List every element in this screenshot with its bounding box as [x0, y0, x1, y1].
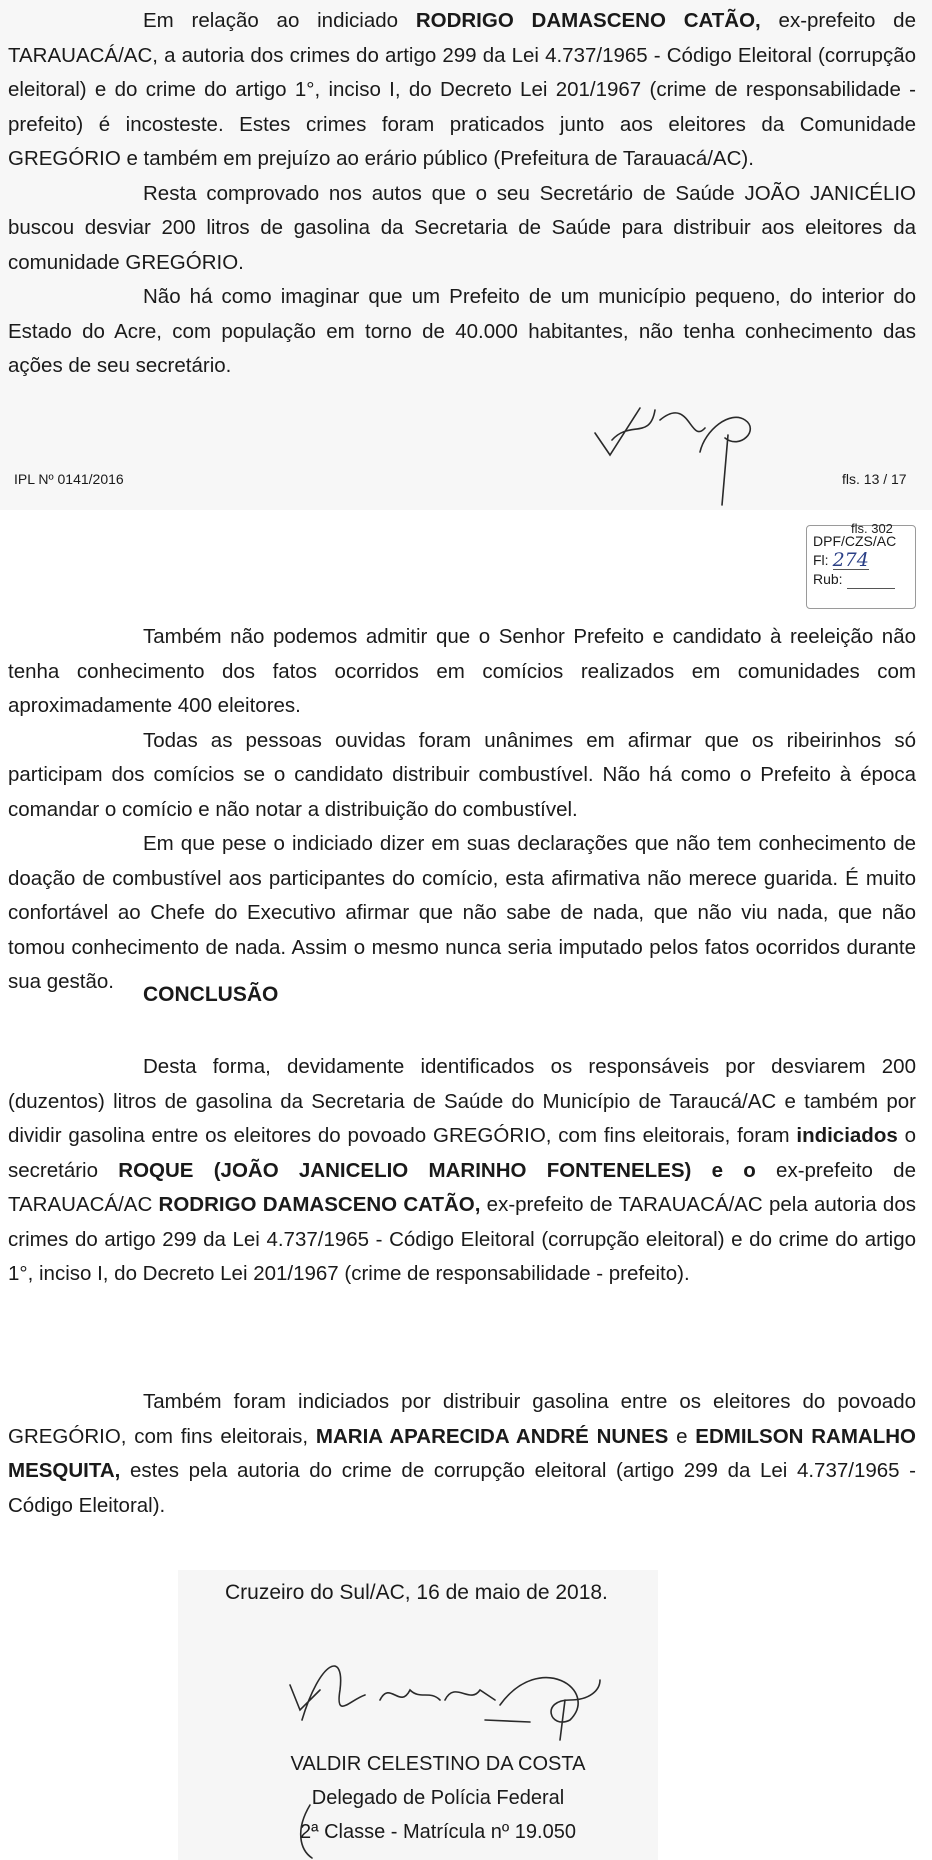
- paragraph-other-defendants: Também foram indiciados por distribuir gasolina entre os eleitores do povoado GREGÓRIO, com fins eleitorais, MARIA APARECIDA ANDRÉ NUNES e EDMILSON RAMALHO MESQUITA, estes pela autoria do crime de corrupção eleitoral (artigo 299 da Lei 4.737/1965 - Código Eleitoral).: [8, 1390, 917, 1517]
- paragraph-rodrigo: Em relação ao indiciado RODRIGO DAMASCENO CATÃO, ex-prefeito de TARAUACÁ/AC, a autoria dos crimes do artigo 299 da Lei 4.737/1965 - Código Eleitoral (corrupção eleitoral) e do crime do artigo 1°, inciso I, do Decreto Lei 201/1967 (crime de responsabilidade - prefeito) é incosteste. Estes crimes foram praticados junto aos eleitores da Comunidade GREGÓRIO e também em prejuízo ao erário público (Prefeitura de Tarauacá/AC).: [8, 9, 916, 170]
- signer-info: [268, 1747, 608, 1849]
- page2-body: [8, 620, 916, 1000]
- paragraph-witnesses: Todas as pessoas ouvidas foram unânimes em afirmar que os ribeirinhos só participam dos comícios se o candidato distribuir combustível. Não há como o Prefeito à época comandar o comício e não notar a distribuição do combustível.: [8, 728, 916, 821]
- page1-body: [8, 4, 916, 384]
- conclusion-body: [8, 1050, 916, 1292]
- conclusion-heading: CONCLUSÃO: [143, 983, 279, 1006]
- defendant-name: RODRIGO DAMASCENO CATÃO,: [415, 9, 761, 32]
- conclusion-body-2: [8, 1385, 916, 1523]
- stamp-rub-blank: [847, 574, 895, 589]
- signer-role: Delegado de Polícia Federal: [311, 1787, 565, 1809]
- page-number: fls. 13 / 17: [842, 471, 907, 487]
- case-number: IPL Nº 0141/2016: [14, 471, 124, 487]
- paragraph-mayor: Não há como imaginar que um Prefeito de um município pequeno, do interior do Estado do Acre, com população em torno de 40.000 habitantes, não tenha conhecimento das ações de seu secretário.: [8, 285, 916, 377]
- stamp-rub-label: Rub:: [813, 571, 843, 587]
- stamp-fl-label: Fl:: [813, 552, 829, 568]
- paragraph-secretary: Resta comprovado nos autos que o seu Secretário de Saúde JOÃO JANICÉLIO buscou desviar 200 litros de gasolina da Secretaria de Saúde para distribuir aos eleitores da comunidade GREGÓRIO.: [8, 181, 916, 274]
- stamp-fl-value: 274: [832, 549, 869, 571]
- page-13-fragment: [0, 0, 932, 510]
- signer-name: VALDIR CELESTINO DA COSTA: [290, 1753, 586, 1775]
- signer-class: 2ª Classe - Matrícula nº 19.050: [300, 1821, 576, 1843]
- city-date: Cruzeiro do Sul/AC, 16 de maio de 2018.: [225, 1581, 608, 1604]
- paragraph-conclusion: Desta forma, devidamente identificados os responsáveis por desviarem 200 (duzentos) litros de gasolina da Secretaria de Saúde do Município de Taraucá/AC e também por dividir gasolina entre os eleitores do povoado GREGÓRIO, com fins eleitorais, foram indiciados o secretário ROQUE (JOÃO JANICELIO MARINHO FONTENELES) e o ex-prefeito de TARAUACÁ/AC RODRIGO DAMASCENO CATÃO, ex-prefeito de TARAUACÁ/AC pela autoria dos crimes do artigo 299 da Lei 4.737/1965 - Código Eleitoral (corrupção eleitoral) e do crime do artigo 1°, inciso I, do Decreto Lei 201/1967 (crime de responsabilidade - prefeito).: [8, 1055, 916, 1285]
- paragraph-declarations: Em que pese o indiciado dizer em suas declarações que não tem conhecimento de doação de combustível aos participantes do comício, esta afirmativa não merece guarida. É muito confortável ao Chefe do Executivo afirmar que não sabe de nada, que não viu nada, que não tomou conhecimento de nada. Assim o mesmo nunca seria imputado pelos fatos ocorridos durante sua gestão.: [8, 832, 916, 993]
- folio-number: fls. 302: [851, 521, 893, 536]
- stamp-office: DPF/CZS/AC: [813, 533, 897, 549]
- folio-stamp: [806, 525, 916, 609]
- paragraph-reelection: Também não podemos admitir que o Senhor Prefeito e candidato à reeleição não tenha conhecimento dos fatos ocorridos em comícios realizados em comunidades com aproximadamente 400 eleitores.: [8, 625, 916, 717]
